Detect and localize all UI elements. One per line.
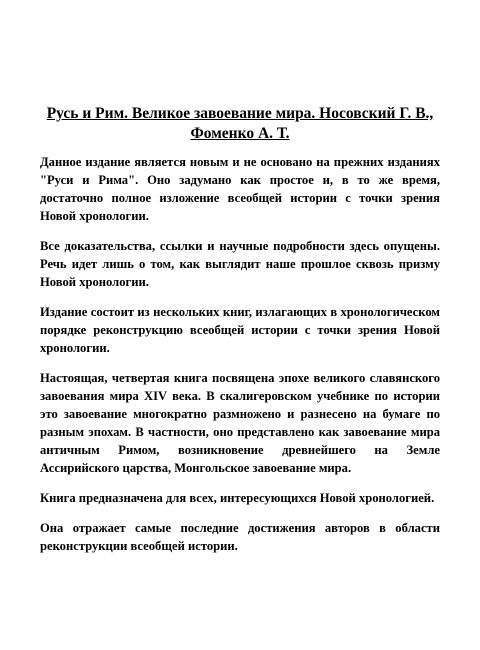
paragraph-4: Настоящая, четвертая книга посвящена эпохе великого славянского завоевания мира XIV века. В скалигеровском учебнике по истории это завоевание многократно размножено и разнесено на бумаге по разным эпохам. В частности, оно представлено как завоевание мира античным Римом, возникновение древнейшего на Земле Ассирийского царства, Монгольское завоевание мира.: [40, 371, 440, 475]
paragraph-3: Издание состоит из нескольких книг, излагающих в хронологическом порядке реконструкцию всеобщей истории с точки зрения Новой хронологии.: [40, 305, 440, 355]
paragraph-2: Все доказательства, ссылки и научные подробности здесь опущены. Речь идет лишь о том, как выглядит наше прошлое сквозь призму Новой хронологии.: [40, 239, 440, 289]
paragraph-6: Она отражает самые последние достижения авторов в области реконструкции всеобщей истории.: [40, 521, 440, 553]
document-content: [40, 104, 440, 567]
paragraph-5: Книга предназначена для всех, интересующихся Новой хронологией.: [40, 491, 435, 505]
paragraph-1: Данное издание является новым и не основано на прежних изданиях "Руси и Рима". Оно задумано как простое и, в то же время, достаточно полное изложение всеобщей истории с точки зрения Новой хронологии.: [40, 155, 440, 223]
document-title: Русь и Рим. Великое завоевание мира. Носовский Г. В., Фоменко А. Т.: [46, 105, 434, 142]
